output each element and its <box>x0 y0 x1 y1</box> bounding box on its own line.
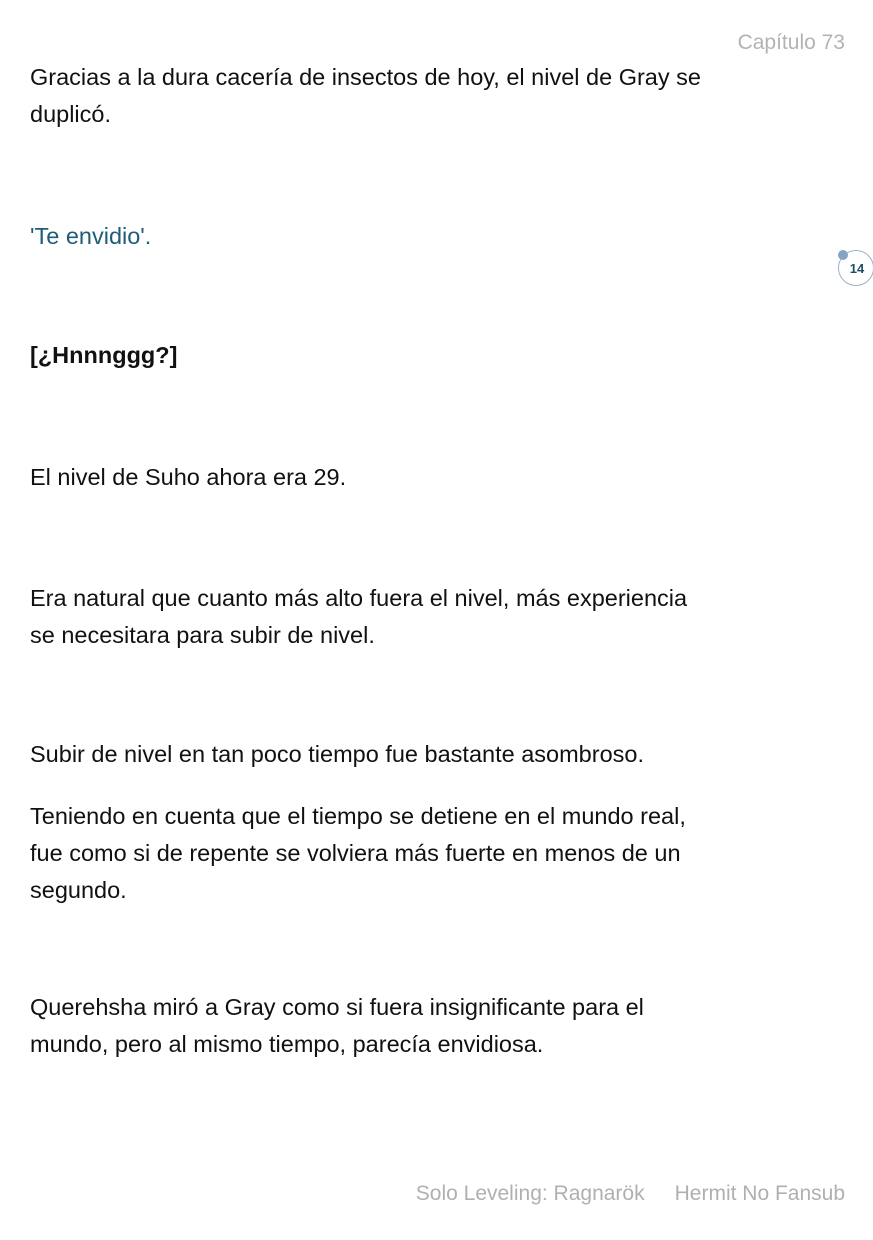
footer <box>386 1182 845 1206</box>
system-paragraph <box>30 337 177 374</box>
text-line: duplicó. <box>30 101 111 127</box>
thought-paragraph <box>30 218 151 255</box>
text-line: fue como si de repente se volviera más fuerte en menos de un <box>30 840 681 866</box>
text-line: Teniendo en cuenta que el tiempo se detiene en el mundo real, <box>30 803 686 829</box>
paragraph <box>30 59 701 133</box>
book-title: Solo Leveling: Ragnarök <box>415 1182 645 1205</box>
text-line: Subir de nivel en tan poco tiempo fue bastante asombroso. <box>30 741 644 767</box>
text-line: [¿Hnnnggg?] <box>30 342 178 368</box>
text-line: Gracias a la dura cacería de insectos de hoy, el nivel de Gray se <box>30 64 701 90</box>
chapter-label: Capítulo 73 <box>737 31 845 54</box>
paragraph <box>30 580 687 654</box>
text-line: Querehsha miró a Gray como si fuera insignificante para el <box>30 994 644 1020</box>
comment-count: 14 <box>849 261 865 276</box>
paragraph <box>30 798 686 909</box>
text-line: 'Te envidio'. <box>30 223 152 249</box>
text-line: El nivel de Suho ahora era 29. <box>30 464 347 490</box>
paragraph <box>30 989 644 1063</box>
translator-group: Hermit No Fansub <box>674 1182 845 1205</box>
text-line: mundo, pero al mismo tiempo, parecía envidiosa. <box>30 1031 544 1057</box>
text-line: Era natural que cuanto más alto fuera el nivel, más experiencia <box>30 585 688 611</box>
comment-count-badge[interactable] <box>838 250 873 286</box>
paragraph <box>30 736 644 773</box>
paragraph <box>30 459 346 496</box>
text-line: segundo. <box>30 877 127 903</box>
text-line: se necesitara para subir de nivel. <box>30 622 375 648</box>
